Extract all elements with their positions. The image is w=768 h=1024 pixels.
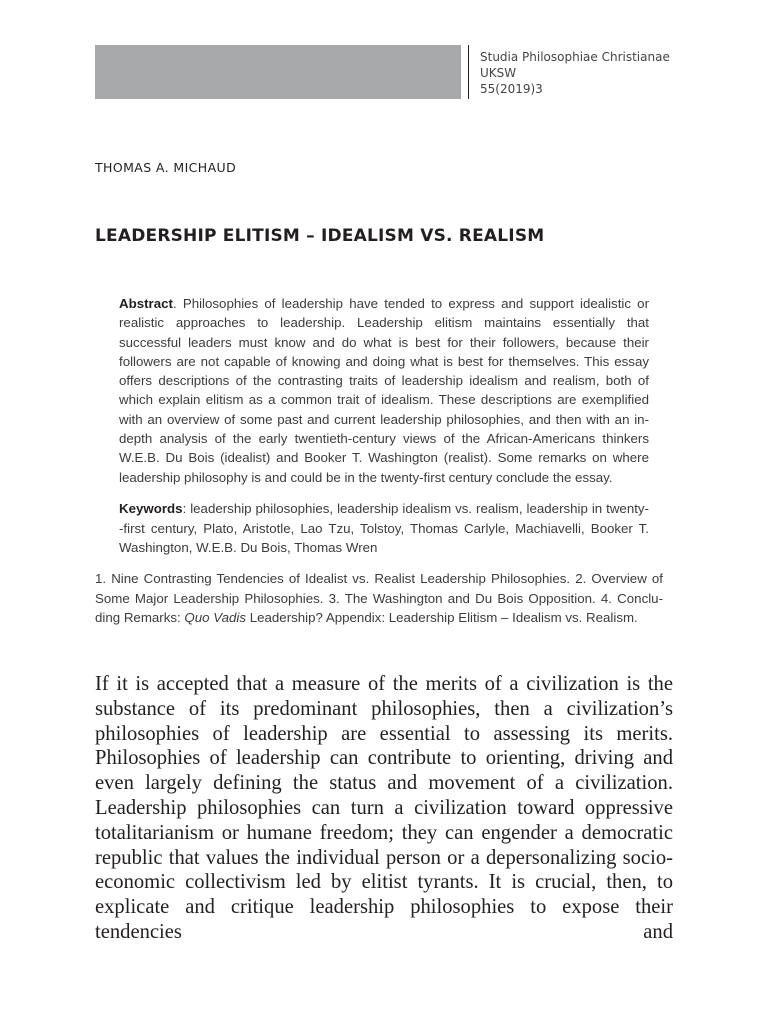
article-title: LEADERSHIP ELITISM – IDEALISM VS. REALISM [95, 226, 545, 246]
journal-info [480, 49, 670, 97]
keywords-text: : leadership philosophies, leadership idealism vs. realism, leadership in twenty--first century, Plato, Aristotle, Lao Tzu, Tolstoy, Thomas Carlyle, Machiavelli, Booker T. Washington, W.E.B. Du Bois, Thomas Wren [119, 501, 649, 555]
keywords-label: Keywords [119, 501, 183, 516]
article-author: THOMAS A. MICHAUD [95, 160, 237, 175]
table-of-contents [95, 569, 663, 628]
journal-issue: 55(2019)3 [480, 82, 543, 96]
keywords [119, 499, 649, 558]
journal-publisher: UKSW [480, 66, 517, 80]
body-paragraph: If it is accepted that a measure of the merits of a civilization is the substance of its predominant philosophies, then a civilization’s philosophies of leadership are essential to assessing its merits. Philosophies of leadership can contribute to orienting, driving and even largely defining the status and movement of a civilization. Leadership philosophies can turn a civilization toward oppressive totalitarianism or humane freedom; they can engender a democratic republic that values the individual person or a depersonalizing socio-economic collectivism led by elitist tyrants. It is crucial, then, to explicate and critique leadership philosophies to expose their tendencies and [95, 673, 673, 943]
journal-name: Studia Philosophiae Christianae [480, 50, 670, 64]
header-divider [468, 45, 469, 99]
header-gray-bar [95, 45, 461, 99]
toc-italic: Quo Vadis [184, 610, 247, 625]
toc-text-before: 1. Nine Contrasting Tendencies of Idealist vs. Realist Leadership Philosophies. 2. Overview of Some Major Leadership Philosophies. 3. The Washington and Du Bois Opposition. 4. Concluding Remarks: [95, 571, 663, 625]
abstract-label: Abstract [119, 296, 173, 311]
abstract [119, 294, 649, 487]
toc-text-after: Leadership? Appendix: Leadership Elitism – Idealism vs. Realism. [246, 610, 638, 625]
abstract-text: . Philosophies of leadership have tended to express and support idealistic or realistic approaches to leadership. Leadership elitism maintains essentially that successful leaders must know and do what is best for their followers, because their followers are not capable of knowing and doing what is best for themselves. This essay offers descriptions of the contrasting traits of leadership idealism and realism, both of which explain elitism as a common trait of idealism. These descriptions are exemplified with an overview of some past and current leadership philosophies, and then with an in-depth analysis of the early twentieth-century views of the African-Americans thinkers W.E.B. Du Bois (idealist) and Booker T. Washington (realist). Some remarks on where leadership philosophy is and could be in the twenty-first century conclude the essay. [119, 296, 649, 485]
